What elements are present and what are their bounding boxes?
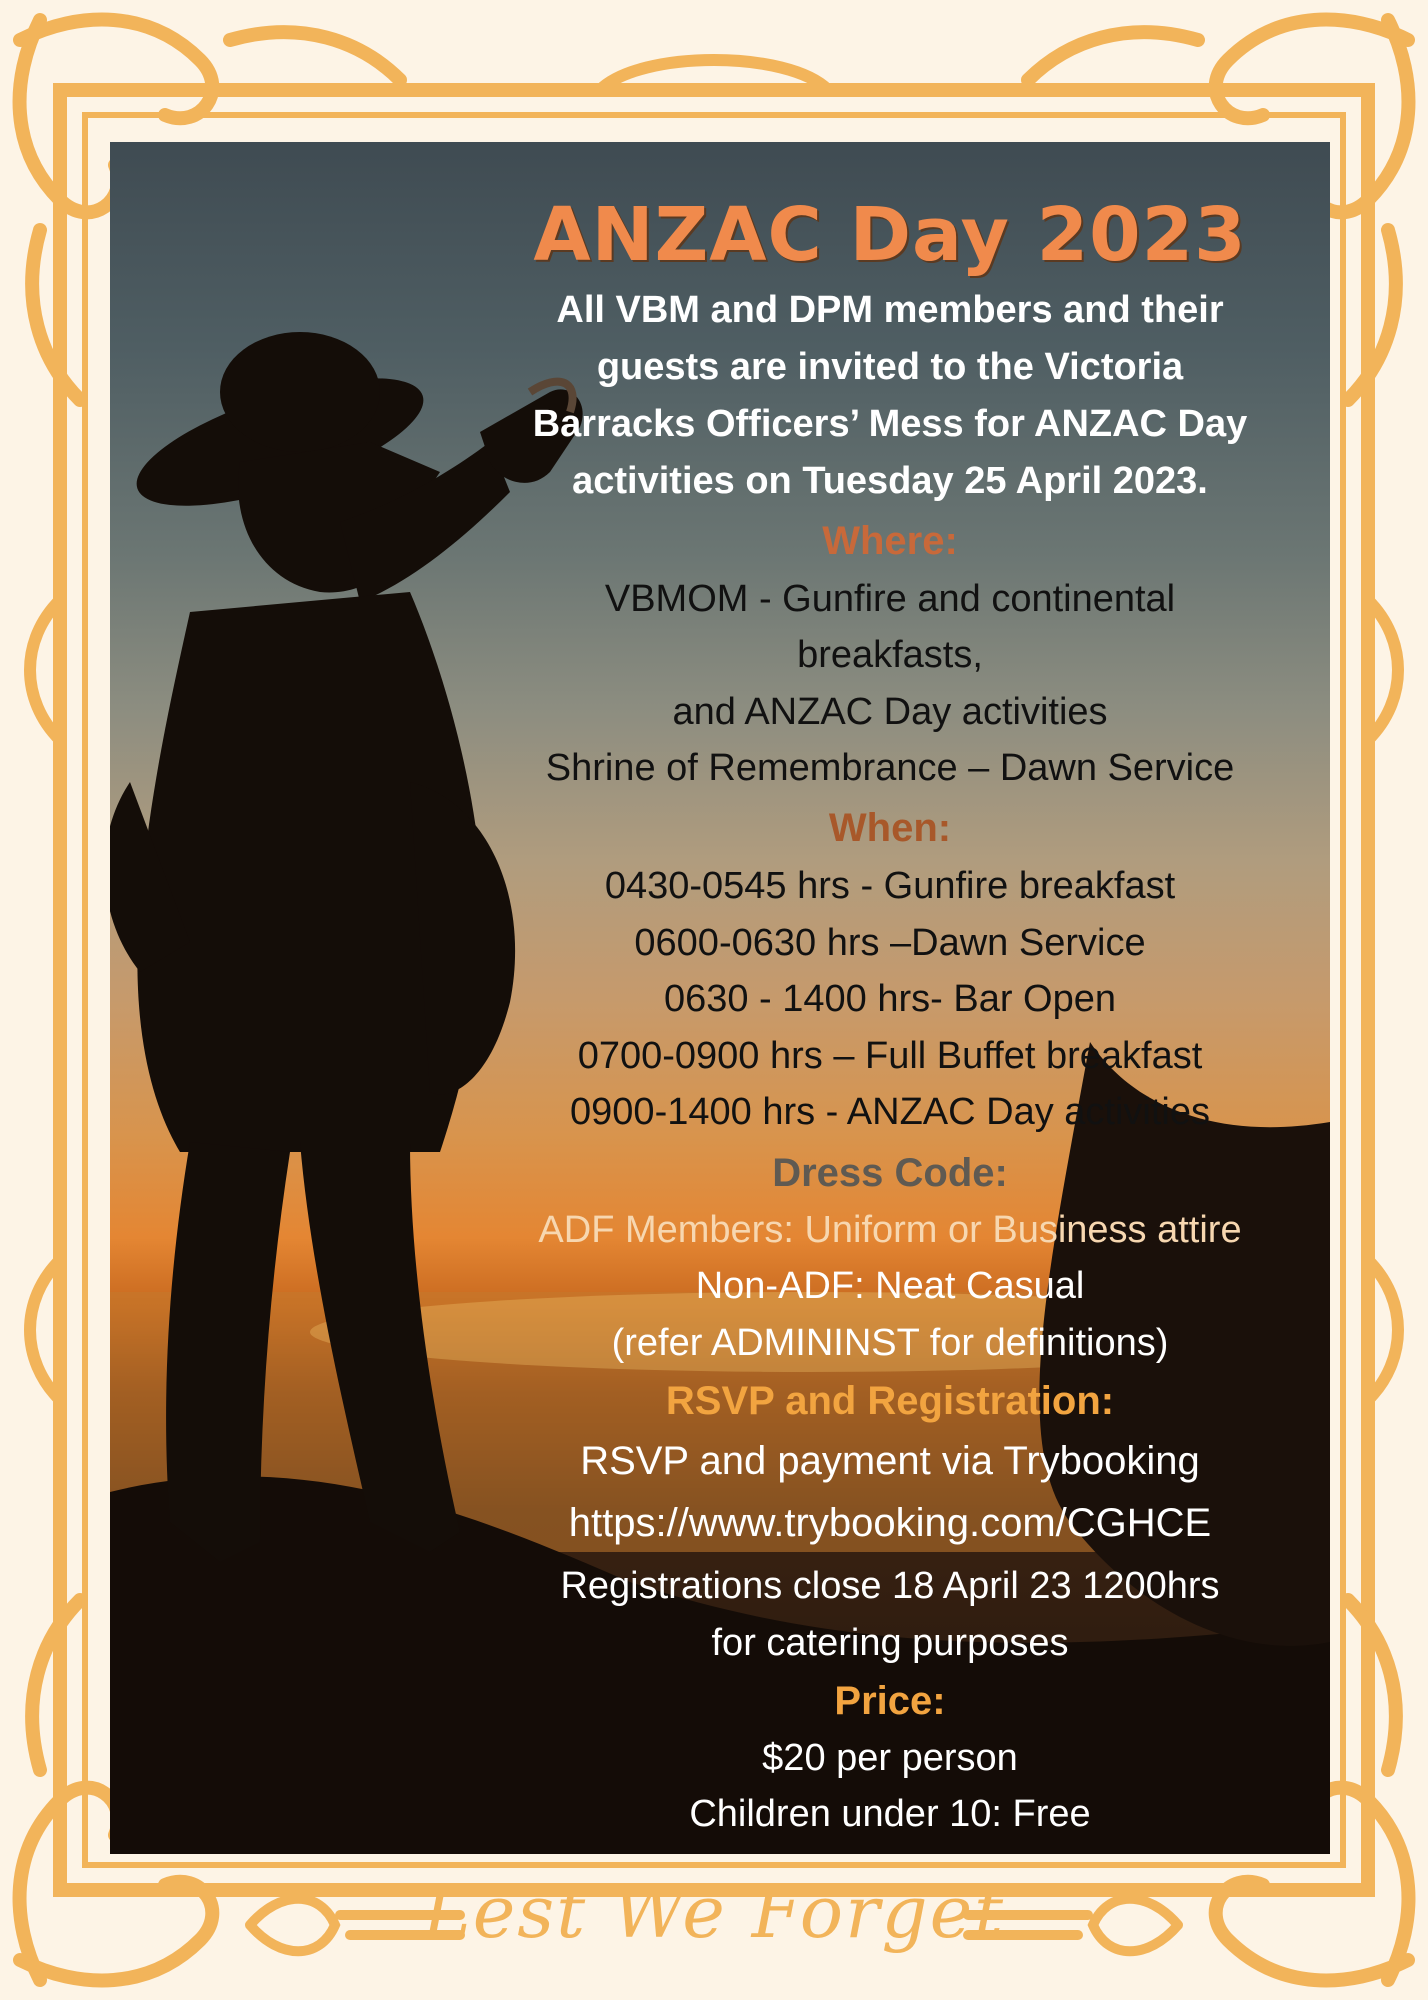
dress-code-heading: Dress Code: [772,1151,1008,1195]
when-line-5: 0900-1400 hrs - ANZAC Day activities [570,1091,1210,1133]
when-heading: When: [828,806,952,850]
price-line-1: $20 per person [762,1737,1018,1779]
intro-line-1: All VBM and DPM members and their [556,289,1224,331]
where-line-1: VBMOM - Gunfire and continental [604,578,1176,620]
price-line-2: Children under 10: Free [689,1793,1091,1835]
event-title: ANZAC Day 2023 [533,192,1247,278]
rsvp-line-3: Registrations close 18 April 23 1200hrs [560,1565,1220,1607]
rsvp-line-4: for catering purposes [711,1622,1069,1664]
lest-we-forget-footer: Lest We Forget [422,1870,1006,1954]
rsvp-line-1: RSVP and payment via Trybooking [580,1439,1200,1483]
when-line-3: 0630 - 1400 hrs- Bar Open [663,978,1117,1020]
dress-code-line-3: (refer ADMININST for definitions) [611,1322,1169,1364]
where-line-4: Shrine of Remembrance – Dawn Service [545,747,1235,789]
photo-panel [110,142,1330,1854]
intro-line-4: activities on Tuesday 25 April 2023. [572,460,1208,502]
price-heading: Price: [834,1679,946,1723]
where-heading: Where: [822,519,958,563]
when-line-1: 0430-0545 hrs - Gunfire breakfast [604,865,1176,907]
when-line-2: 0600-0630 hrs –Dawn Service [634,922,1146,964]
dress-code-line-2: Non-ADF: Neat Casual [695,1265,1085,1307]
trybooking-link[interactable]: https://www.trybooking.com/CGHCE [568,1501,1212,1545]
where-line-3: and ANZAC Day activities [672,691,1108,733]
where-line-2: breakfasts, [797,634,983,676]
rsvp-heading: RSVP and Registration: [665,1379,1115,1423]
dress-code-line-1: ADF Members: Uniform or Business attire [538,1209,1242,1251]
when-line-4: 0700-0900 hrs – Full Buffet breakfast [577,1035,1203,1077]
intro-line-3: Barracks Officers’ Mess for ANZAC Day [532,403,1248,445]
intro-line-2: guests are invited to the Victoria [596,346,1184,388]
